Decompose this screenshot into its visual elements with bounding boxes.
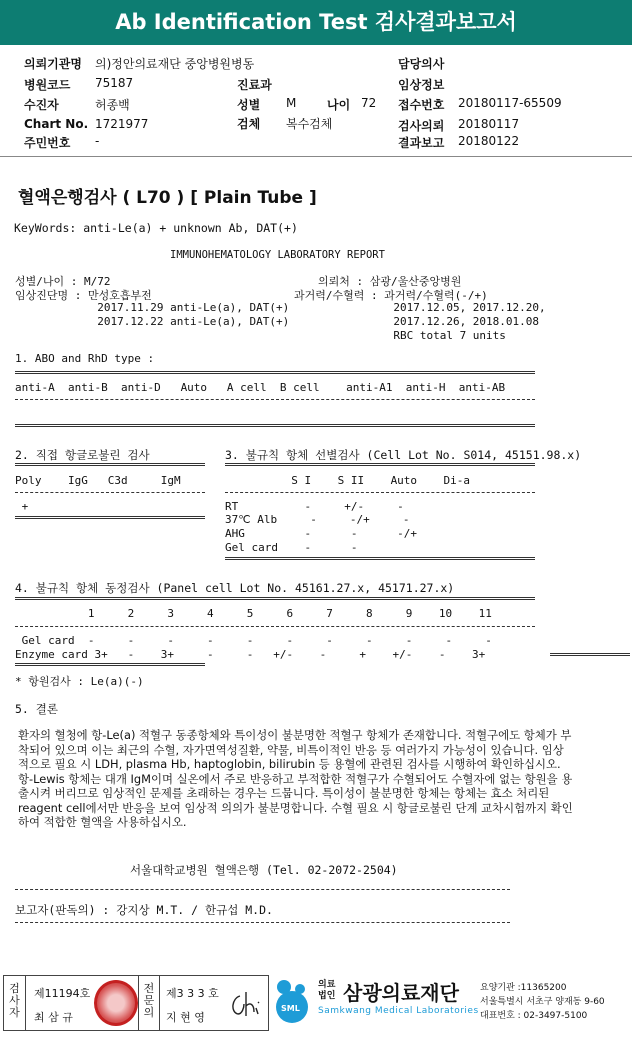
specialist-label-text: 전 문 의 xyxy=(143,982,155,1019)
report-transfusion-dates-2: 2017.12.26, 2018.01.08 xyxy=(294,315,540,328)
org-label: 의뢰기관명 xyxy=(24,57,82,71)
rrn-label: 주민번호 xyxy=(24,136,71,150)
company-logo-area xyxy=(272,975,632,1031)
conclusion-text: 환자의 혈청에 항-Le(a) 적혈구 동종항체와 특이성이 불분명한 적혈구 항체가 존재합니다. 적혈구에도 항체가 부착되어 있으며 이는 최근의 수혈, 자가면역성질환, 약물, 비특이적인 반응 등 여러가지 가능성이 있습니다. 임상적으로 필요 시 LDH, plasma Hb, haptoglobin, bilirubin 등 용혈에 관련된 검사를 시행하여 확인하십시오. 항-Lewis 항체는 대개 IgM이며 실온에서 주로 반응하고 부적합한 적혈구가 수혈되어도 수혈자에 없는 항원을 용출시켜 버리므로 임상적인 문제를 초래하는 경우는 드뭅니다. 특이성이 불분명한 항체는 항체는 효소 처리된 reagent cell에서만 반응을 보여 임상적 의의가 불분명합니다. 수혈 필요 시 항글로불린 단계 교차시험까지 확인하여 적합한 혈액을 사용하십시오. xyxy=(18,728,573,829)
hospcode-label: 병원코드 xyxy=(24,78,71,92)
org-value: 의)정안의료재단 중앙병원병동 xyxy=(95,57,255,71)
report-transfusion: 과거력/수혈력 : 과거력/수혈력(-/+) xyxy=(294,289,488,302)
panel-bottom-rule xyxy=(15,663,205,666)
chart-value: 1721977 xyxy=(95,117,149,131)
footer-rule-2 xyxy=(15,922,510,923)
clinical-label: 임상정보 xyxy=(398,78,445,92)
panel-mid-rule xyxy=(15,626,535,627)
sex-label: 성별 xyxy=(237,98,261,112)
report-sex-age: 성별/나이 : M/72 xyxy=(15,275,111,288)
info-block xyxy=(0,0,632,160)
screen-top-rule xyxy=(225,463,535,466)
panel-top-rule xyxy=(15,597,535,600)
tester-label xyxy=(4,976,26,1030)
report-diagnosis: 임상진단명 : 만성호흡부전 xyxy=(15,289,152,302)
specialist-label xyxy=(138,976,160,1030)
report-rbc-total: RBC total 7 units xyxy=(294,329,506,342)
receipt-value: 20180117-65509 xyxy=(458,96,562,110)
hospcode-value: 75187 xyxy=(95,76,134,90)
request-value: 20180117 xyxy=(458,117,520,131)
test-name: 혈액은행검사 ( L70 ) [ Plain Tube ] xyxy=(18,188,317,208)
report-date-label: 결과보고 xyxy=(398,136,445,150)
dat-bottom-rule xyxy=(15,516,205,519)
dat-top-rule xyxy=(15,463,205,466)
screen-mid-rule xyxy=(225,492,535,493)
official-seal-icon xyxy=(94,980,138,1026)
abo-title: 1. ABO and RhD type : xyxy=(15,352,155,365)
receipt-label: 접수번호 xyxy=(398,98,445,112)
report-title: Ab Identification Test 검사결과보고서 xyxy=(115,10,517,34)
conclusion-title: 5. 결론 xyxy=(15,702,58,716)
sample-value: 복수검체 xyxy=(286,117,333,131)
report-history-1: 2017.11.29 anti-Le(a), DAT(+) xyxy=(31,301,290,314)
panel-enzyme-row: Enzyme card 3+ - 3+ - - +/- - + +/- - 3+ xyxy=(15,648,486,661)
abo-columns: anti-A anti-B anti-D Auto A cell B cell anti-A1 anti-H anti-AB xyxy=(15,381,506,394)
screen-row-gel: Gel card - - xyxy=(225,541,358,554)
rrn-value: - xyxy=(95,134,100,148)
report-transfusion-dates-1: 2017.12.05, 2017.12.20, xyxy=(294,301,546,314)
specialist-license: 제3 3 3 호 xyxy=(166,987,219,1000)
main-phone: 대표번호 : 02-3497-5100 xyxy=(480,1011,588,1021)
brand-name: 삼광의료재단 xyxy=(343,981,459,1005)
dat-values: + xyxy=(15,500,29,513)
keywords: KeyWords: anti-Le(a) + unknown Ab, DAT(+) xyxy=(14,221,298,235)
panel-cell-numbers: 1 2 3 4 5 6 7 8 9 10 11 xyxy=(15,607,492,620)
specialist-name: 지 현 영 xyxy=(166,1011,205,1024)
patient-label: 수진자 xyxy=(24,98,59,112)
panel-title: 4. 불규칙 항체 동정검사 (Panel cell Lot No. 45161.27.x, 45171.27.x) xyxy=(15,581,455,595)
lab-report-heading: IMMUNOHEMATOLOGY LABORATORY REPORT xyxy=(170,249,385,261)
dept-label: 진료과 xyxy=(237,78,272,92)
reporter: 보고자(판독의) : 강지상 M.T. / 한규섭 M.D. xyxy=(15,903,273,917)
tester-label-text: 검 사 자 xyxy=(9,982,20,1019)
report-requester: 의뢰처 : 삼광/울산중앙병원 xyxy=(318,275,462,288)
report-date-value: 20180122 xyxy=(458,134,520,148)
sample-label: 검체 xyxy=(237,117,261,131)
sml-text: SML xyxy=(281,1004,300,1013)
abo-top-rule xyxy=(15,371,535,374)
screen-row-ahg: AHG - - -/+ xyxy=(225,527,418,540)
corp-label: 의료 법인 xyxy=(318,980,336,1001)
footer-rule-1 xyxy=(15,889,510,890)
dat-title: 2. 직접 항글로불린 검사 xyxy=(15,448,150,462)
tester-license: 제11194호 xyxy=(34,987,91,1000)
blood-bank-contact: 서울대학교병원 혈액은행 (Tel. 02-2072-2504) xyxy=(130,863,398,877)
dat-columns: Poly IgG C3d IgM xyxy=(15,474,181,487)
doctor-label: 담당의사 xyxy=(398,57,445,71)
institution-code: 요양기관 :11365200 xyxy=(480,983,567,993)
divider xyxy=(0,156,632,157)
report-history-2: 2017.12.22 anti-Le(a), DAT(+) xyxy=(31,315,290,328)
abo-bottom-rule xyxy=(15,424,535,427)
age-label: 나이 xyxy=(327,98,351,112)
address: 서울특별시 서초구 양재동 9-60 xyxy=(480,997,605,1007)
screen-row-alb: 37℃ Alb - -/+ - xyxy=(225,513,410,526)
chart-label: Chart No. xyxy=(24,117,89,131)
panel-gel-row: Gel card - - - - - - - - - - - xyxy=(15,634,492,647)
antigen-test: * 항원검사 : Le(a)(-) xyxy=(15,675,144,688)
dat-mid-rule xyxy=(15,492,205,493)
abo-mid-rule xyxy=(15,399,535,400)
screen-columns: S I S II Auto Di-a xyxy=(225,474,471,487)
screen-row-rt: RT - +/- - xyxy=(225,500,404,513)
patient-value: 허종백 xyxy=(95,98,130,112)
sml-logo-icon xyxy=(272,977,312,1027)
signature-icon xyxy=(226,986,264,1022)
request-label: 검사의뢰 xyxy=(398,119,445,133)
screen-bottom-rule xyxy=(225,557,535,560)
age-value: 72 xyxy=(361,96,377,110)
signature-box xyxy=(3,975,269,1031)
tester-name: 최 삼 규 xyxy=(34,1011,73,1024)
panel-right-rule xyxy=(550,653,630,656)
screen-title: 3. 불규칙 항체 선별검사 (Cell Lot No. S014, 45151.98.x) xyxy=(225,448,582,462)
brand-name-en: Samkwang Medical Laboratories xyxy=(318,1006,479,1016)
sex-value: M xyxy=(286,96,297,110)
